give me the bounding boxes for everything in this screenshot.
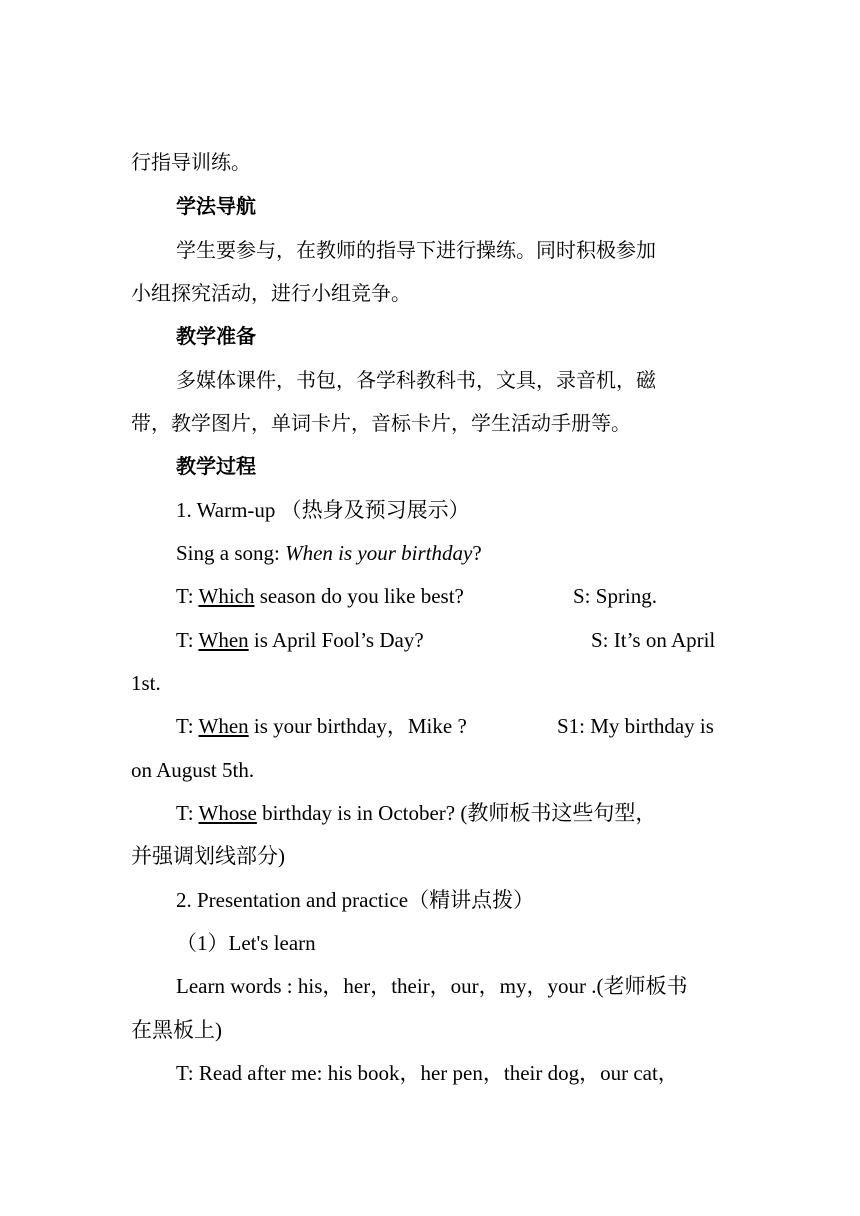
dialog-text: is your birthday，Mike ? bbox=[248, 714, 467, 738]
sing-suffix: ? bbox=[472, 541, 482, 565]
step-presentation: 2. Presentation and practice（精讲点拨） bbox=[176, 888, 535, 912]
dialog-text: season do you like best? bbox=[254, 584, 464, 608]
paragraph-line: 带，教学图片，单词卡片，音标卡片，学生活动手册等。 bbox=[131, 411, 631, 435]
speaker-label: T: bbox=[176, 584, 199, 608]
section-heading-preparation: 教学准备 bbox=[176, 324, 256, 348]
step-warmup: 1. Warm-up （热身及预习展示） bbox=[176, 498, 470, 522]
paragraph-continuation: 行指导训练。 bbox=[131, 150, 251, 174]
underlined-keyword: Whose bbox=[198, 801, 257, 825]
dialog-continuation: 1st. bbox=[131, 671, 161, 695]
paragraph-line: 多媒体课件，书包，各学科教科书，文具，录音机，磁 bbox=[176, 368, 656, 392]
dialog-teacher-line bbox=[176, 626, 424, 654]
section-heading-study-guide: 学法导航 bbox=[176, 194, 256, 218]
dialog-teacher-line bbox=[176, 712, 467, 740]
speaker-label: T: bbox=[176, 628, 199, 652]
paragraph-line: 小组探究活动，进行小组竞争。 bbox=[131, 281, 411, 305]
learn-words-line: Learn words : his，her，their，our，my，your .(老师板书 bbox=[176, 974, 688, 998]
dialog-text: birthday is in October? (教师板书这些句型， bbox=[256, 801, 657, 825]
dialog-continuation: on August 5th. bbox=[131, 758, 255, 782]
dialog-teacher-line bbox=[176, 582, 464, 610]
sing-prefix: Sing a song: bbox=[176, 541, 286, 565]
substep-lets-learn: （1）Let's learn bbox=[176, 931, 316, 955]
paragraph-line: 学生要参与，在教师的指导下进行操练。同时积极参加 bbox=[176, 238, 656, 262]
sing-a-song-line bbox=[176, 539, 482, 567]
dialog-student-line: S1: My birthday is bbox=[557, 714, 714, 738]
underlined-keyword: When bbox=[198, 714, 249, 738]
underlined-keyword: Which bbox=[198, 584, 255, 608]
dialog-teacher-line bbox=[176, 799, 656, 827]
dialog-text: is April Fool’s Day? bbox=[248, 628, 424, 652]
song-title: When is your birthday bbox=[285, 541, 473, 565]
dialog-continuation: 并强调划线部分) bbox=[131, 844, 285, 868]
speaker-label: T: bbox=[176, 801, 199, 825]
dialog-student-line: S: Spring. bbox=[573, 584, 658, 608]
learn-words-continuation: 在黑板上) bbox=[131, 1018, 222, 1042]
underlined-keyword: When bbox=[198, 628, 249, 652]
speaker-label: T: bbox=[176, 714, 199, 738]
read-after-line: T: Read after me: his book，her pen，their dog，our cat， bbox=[176, 1061, 679, 1085]
section-heading-process: 教学过程 bbox=[176, 454, 256, 478]
dialog-student-line: S: It’s on April bbox=[591, 628, 716, 652]
